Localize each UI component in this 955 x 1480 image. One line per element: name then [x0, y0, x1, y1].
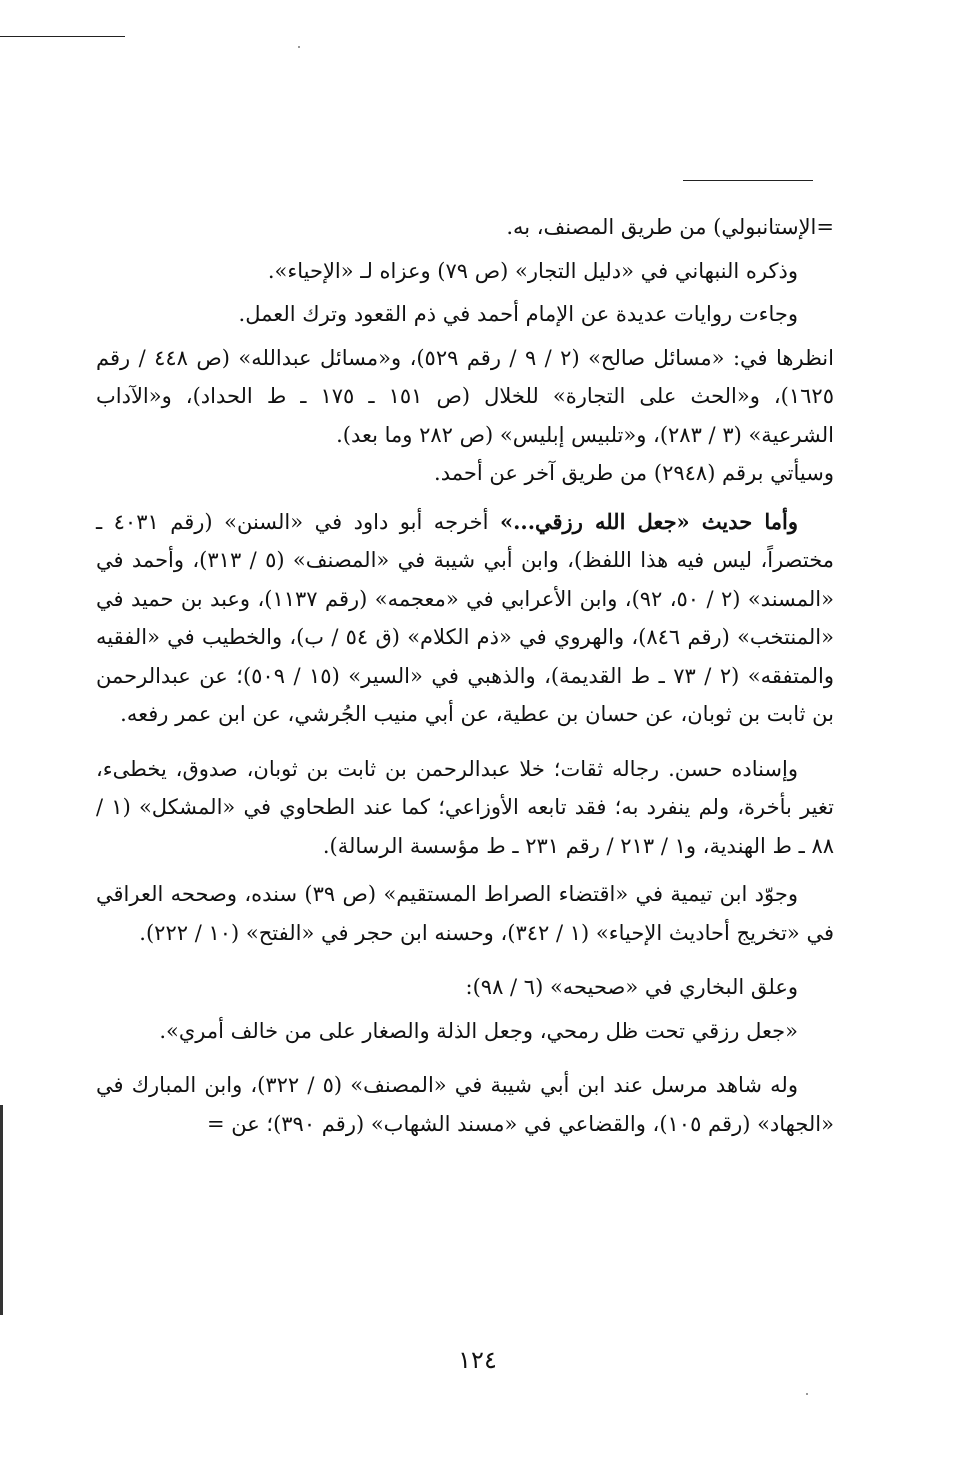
paragraph-text: أخرجه أبو داود في «السنن» (رقم ٤٠٣١ ـ مختصراً، ليس فيه هذا اللفظ)، وابن أبي شيبة في «المصنف» (٥ / ٣١٣)، وأحمد في «المسند» (٢ / ٥٠، ٩٢)، وابن الأعرابي في «معجمه» (رقم ١١٣٧)، وعبد بن حميد في «المنتخب» (رقم ٨٤٦)، والهروي في «ذم الكلام» (ق ٥٤ / ب)، والخطيب في «الفقيه والمتفقه» (٢ / ٧٣ ـ ط القديمة)، والذهبي في «السير» (١٥ / ٥٠٩)؛ عن عبدالرحمن بن ثابت بن ثوبان، عن حسان بن عطية، عن أبي منيب الجُرشي، عن ابن عمر رفعه. — [96, 509, 835, 726]
scan-edge-shadow — [0, 1105, 3, 1315]
paragraph — [96, 503, 834, 734]
footnote-body — [96, 208, 834, 1143]
scan-edge-rule — [0, 36, 125, 37]
quotation: «جعل رزقي تحت ظل رمحي، وجعل الذلة والصغار على من خالف أمري». — [159, 1018, 798, 1043]
hadith-lead: وأما حديث «جعل الله رزقي...» — [499, 508, 799, 534]
paragraph: وجاءت روايات عديدة عن الإمام أحمد في ذم القعود وترك العمل. — [238, 302, 798, 326]
paragraph: وله شاهد مرسل عند ابن أبي شيبة في «المصنف» (٥ / ٣٢٢)، وابن المبارك في «الجهاد» (رقم ١٠٥)، والقضاعي في «مسند الشهاب» (رقم ٣٩٠)؛ عن = — [96, 1073, 834, 1136]
paragraph: =الإستانبولي) من طريق المصنف، به. — [506, 215, 834, 239]
paragraph: وسيأتي برقم (٢٩٤٨) من طريق آخر عن أحمد. — [434, 461, 834, 485]
paragraph: انظرها في: «مسائل صالح» (٢ / ٩ / رقم ٥٢٩)، و«مسائل عبدالله» (ص ٤٤٨ / رقم ١٦٢٥)، و«الحث على التجارة» للخلال (ص ١٥١ ـ ١٧٥ ـ ط الحداد)، و«الآداب الشرعية» (٣ / ٢٨٣)، و«تلبيس إبليس» (ص ٢٨٢ وما بعد). — [96, 345, 834, 447]
paragraph: وعلق البخاري في «صحيحه» (٦ / ٩٨): — [465, 975, 798, 999]
footnote-separator — [683, 180, 813, 181]
paragraph: وجوّد ابن تيمية في «اقتضاء الصراط المستقيم» (ص ٣٩) سنده، وصححه العراقي في «تخريج أحاديث الإحياء» (١ / ٣٤٢)، وحسنه ابن حجر في «الفتح» (١٠ / ٢٢٢). — [96, 882, 834, 945]
scan-speck — [298, 46, 300, 48]
paragraph: وإسناده حسن. رجاله ثقات؛ خلا عبدالرحمن بن ثابت بن ثوبان، صدوق، يخطىء، تغير بأخرة، ولم ينفرد به؛ فقد تابعه الأوزاعي؛ كما عند الطحاوي في «المشكل» (١ / ٨٨ ـ ط الهندية، و١ / ٢١٣ / رقم ٢٣١ ـ ط مؤسسة الرسالة). — [96, 756, 834, 858]
page-number: ١٢٤ — [458, 1346, 497, 1374]
paragraph: وذكره النبهاني في «دليل التجار» (ص ٧٩) وعزاه لـ «الإحياء». — [267, 258, 798, 283]
scan-speck — [806, 1393, 808, 1395]
